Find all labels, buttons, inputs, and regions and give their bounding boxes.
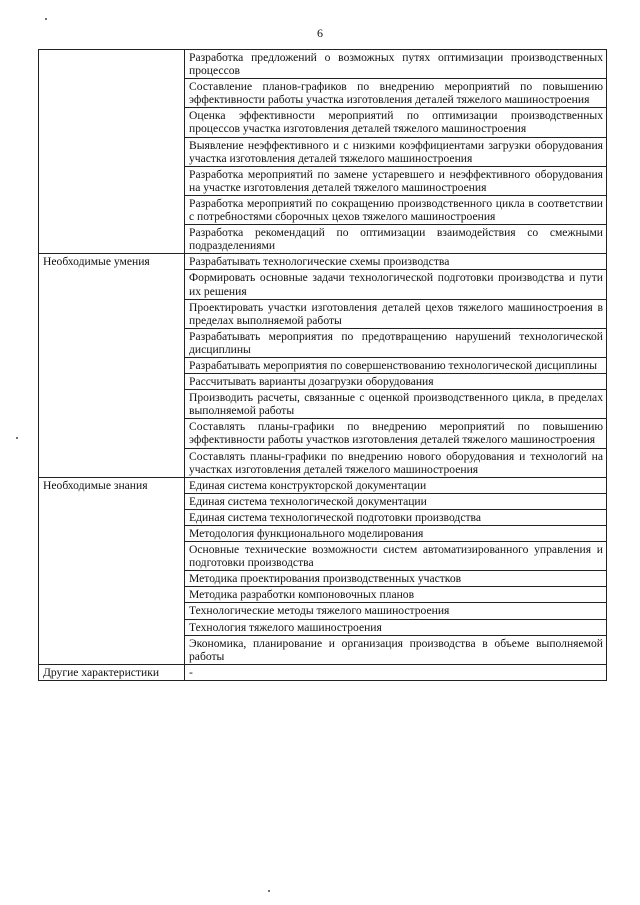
table-cell: Составление планов-графиков по внедрению мероприятий по повышению эффективности работы участка изготовления деталей тяжелого машиностроения (185, 79, 607, 108)
table-cell: Единая система технологической подготовки производства (185, 509, 607, 525)
table-cell: Методика разработки компоновочных планов (185, 587, 607, 603)
table-cell: Экономика, планирование и организация производства в объеме выполняемой работы (185, 635, 607, 664)
table-cell: Разрабатывать мероприятия по совершенствованию технологической дисциплины (185, 357, 607, 373)
requirements-table-body (39, 50, 607, 681)
table-row (39, 254, 607, 270)
page-number: 6 (317, 26, 323, 40)
section-label: Необходимые умения (39, 254, 185, 477)
speck-bottom (268, 890, 270, 892)
table-cell: Разработка мероприятий по сокращению производственного цикла в соответствии с потребностями сборочных цехов тяжелого машиностроения (185, 195, 607, 224)
table-cell: Методика проектирования производственных участков (185, 571, 607, 587)
table-cell: Проектировать участки изготовления деталей цехов тяжелого машиностроения в пределах выполняемой работы (185, 299, 607, 328)
table-cell: Методология функционального моделирования (185, 526, 607, 542)
table-cell: Технология тяжелого машиностроения (185, 619, 607, 635)
table-cell: Разработка мероприятий по замене устаревшего и неэффективного оборудования на участке изготовления деталей тяжелого машиностроения (185, 166, 607, 195)
table-cell: Разрабатывать мероприятия по предотвращению нарушений технологической дисциплины (185, 328, 607, 357)
table-cell: Разработка предложений о возможных путях оптимизации производственных процессов (185, 50, 607, 79)
speck-top-left (45, 18, 47, 20)
table-cell: Технологические методы тяжелого машиностроения (185, 603, 607, 619)
table-cell: Формировать основные задачи технологической подготовки производства и пути их решения (185, 270, 607, 299)
table-cell: - (185, 664, 607, 680)
table-row (39, 664, 607, 680)
section-label: Другие характеристики (39, 664, 185, 680)
table-cell: Разработка рекомендаций по оптимизации взаимодействия со смежными подразделениями (185, 225, 607, 254)
section-label (39, 50, 185, 254)
table-cell: Составлять планы-графики по внедрению мероприятий по повышению эффективности работы участков изготовления деталей тяжелого машиностроения (185, 419, 607, 448)
table-cell: Составлять планы-графики по внедрению нового оборудования и технологий на участках изготовления деталей тяжелого машиностроения (185, 448, 607, 477)
table-cell: Производить расчеты, связанные с оценкой производственного цикла, в пределах выполняемой работы (185, 390, 607, 419)
table-cell: Разрабатывать технологические схемы производства (185, 254, 607, 270)
table-cell: Рассчитывать варианты дозагрузки оборудования (185, 374, 607, 390)
table-cell: Основные технические возможности систем автоматизированного управления и подготовки производства (185, 542, 607, 571)
requirements-table (38, 49, 607, 681)
table-row (39, 477, 607, 493)
speck-mid-left (16, 437, 18, 439)
table-cell: Оценка эффективности мероприятий по оптимизации производственных процессов участка изготовления деталей тяжелого машиностроения (185, 108, 607, 137)
table-cell: Выявление неэффективного и с низкими коэффициентами загрузки оборудования участка изготовления деталей тяжелого машиностроения (185, 137, 607, 166)
table-cell: Единая система технологической документации (185, 493, 607, 509)
table-cell: Единая система конструкторской документации (185, 477, 607, 493)
table-row (39, 50, 607, 79)
section-label: Необходимые знания (39, 477, 185, 664)
